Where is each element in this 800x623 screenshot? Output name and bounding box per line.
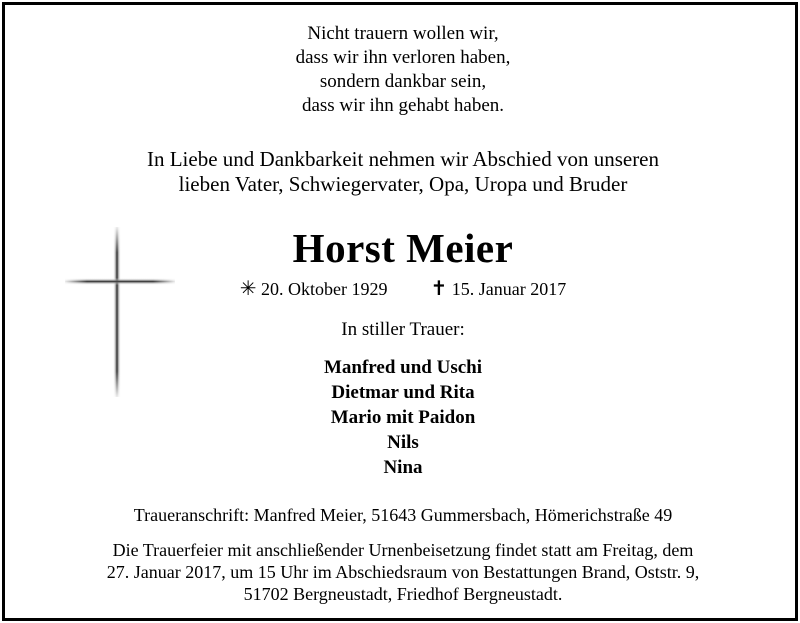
dagger-cross-icon: ✝ [430, 278, 448, 300]
life-dates [5, 276, 800, 301]
poem-line: sondern dankbar sein, [319, 71, 487, 92]
star-icon: ✳ [239, 278, 257, 300]
family-member: Dietmar und Rita [331, 382, 475, 403]
mourning-address: Traueranschrift: Manfred Meier, 51643 Gummersbach, Hömerichstraße 49 [133, 505, 673, 525]
poem-line: Nicht trauern wollen wir, [307, 23, 499, 44]
family-member: Manfred und Uschi [323, 357, 482, 378]
poem-line: dass wir ihn verloren haben, [295, 47, 511, 68]
death-date: 15. Januar 2017 [451, 279, 567, 299]
ceremony-line: 27. Januar 2017, um 15 Uhr im Abschiedsraum von Bestattungen Brand, Oststr. 9, [106, 562, 700, 582]
birth-date: 20. Oktober 1929 [261, 279, 388, 299]
deceased-name: Horst Meier [292, 225, 514, 271]
poem-line: dass wir ihn gehabt haben. [301, 95, 505, 116]
family-member: Mario mit Paidon [330, 407, 476, 428]
mourning-heading: In stiller Trauer: [341, 319, 465, 340]
intro-line: lieben Vater, Schwiegervater, Opa, Uropa und Bruder [178, 172, 628, 196]
obituary-frame [2, 2, 798, 621]
ceremony-line: 51702 Bergneustadt, Friedhof Bergneustadt. [243, 584, 563, 604]
family-member: Nina [383, 457, 423, 478]
intro-line: In Liebe und Dankbarkeit nehmen wir Abschied von unseren [146, 147, 660, 171]
family-member: Nils [387, 432, 419, 453]
ceremony-line: Die Trauerfeier mit anschließender Urnenbeisetzung findet statt am Freitag, dem [112, 540, 694, 560]
